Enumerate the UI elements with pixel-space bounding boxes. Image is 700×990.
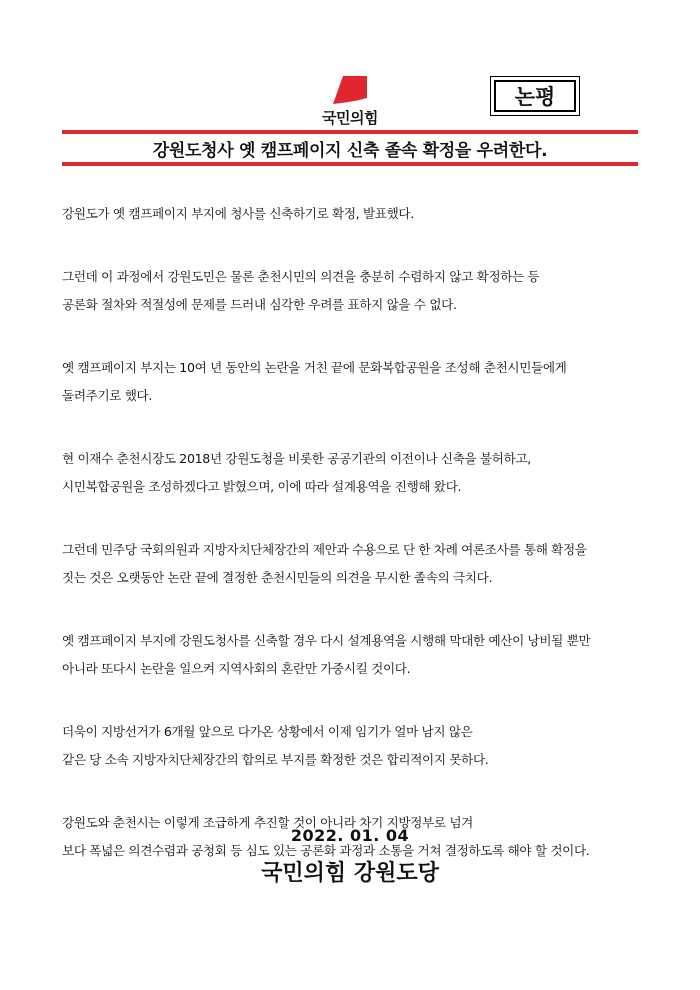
body-paragraph <box>62 627 652 683</box>
party-logo-icon <box>333 76 367 104</box>
body-line: 현 이재수 춘천시장도 2018년 강원도청을 비롯한 공공기관의 이전이나 신축을 불허하고, <box>62 451 531 466</box>
document-date: 2022. 01. 04 <box>290 826 410 845</box>
document-body <box>62 200 652 900</box>
body-line: 아니라 또다시 논란을 일으켜 지역사회의 혼란만 가중시킬 것이다. <box>62 661 411 676</box>
body-line: 시민복합공원을 조성하겠다고 밝혔으며, 이에 따라 설계용역을 진행해 왔다. <box>62 479 462 494</box>
body-line: 강원도가 옛 캠프페이지 부지에 청사를 신축하기로 확정, 발표했다. <box>62 206 414 221</box>
body-paragraph <box>62 263 652 319</box>
body-line: 같은 당 소속 지방자치단체장간의 합의로 부지를 확정한 것은 합리적이지 못하다. <box>62 752 489 767</box>
commentary-badge <box>490 76 580 116</box>
body-line: 강원도와 춘천시는 이렇게 조급하게 추진할 것이 아니라 차기 지방정부로 넘겨 <box>62 815 473 830</box>
body-paragraph <box>62 200 652 228</box>
body-line: 옛 캠프페이지 부지에 강원도청사를 신축할 경우 다시 설계용역을 시행해 막대한 예산이 낭비될 뿐만 <box>62 633 591 648</box>
document-title: 강원도청사 옛 캠프페이지 신축 졸속 확정을 우려한다. <box>152 141 548 161</box>
body-line: 옛 캠프페이지 부지는 10여 년 동안의 논란을 거친 끝에 문화복합공원을 조성해 춘천시민들에게 <box>62 360 567 375</box>
body-line: 짓는 것은 오랫동안 논란 끝에 결정한 춘천시민들의 의견을 무시한 졸속의 극치다. <box>62 570 493 585</box>
party-logo-text: 국민의힘 <box>322 109 378 127</box>
commentary-badge-label: 논평 <box>494 80 576 112</box>
body-line: 보다 폭넓은 의견수렴과 공청회 등 심도 있는 공론화 과정과 소통을 거쳐 결정하도록 해야 할 것이다. <box>62 843 590 858</box>
title-bottom-rule <box>62 162 638 166</box>
body-paragraph <box>62 718 652 774</box>
body-line: 그런데 이 과정에서 강원도민은 물론 춘천시민의 의견을 충분히 수렴하지 않고 확정하는 등 <box>62 269 540 284</box>
body-paragraph <box>62 354 652 410</box>
body-line: 공론화 절차와 적절성에 문제를 드러내 심각한 우려를 표하지 않을 수 없다. <box>62 297 457 312</box>
body-paragraph <box>62 536 652 592</box>
title-top-rule <box>62 130 638 134</box>
body-paragraph <box>62 445 652 501</box>
body-line: 돌려주기로 했다. <box>62 388 153 403</box>
issuing-organization: 국민의힘 강원도당 <box>261 861 439 886</box>
body-line: 그런데 민주당 국회의원과 지방자치단체장간의 제안과 수용으로 단 한 차례 여론조사를 통해 확정을 <box>62 542 587 557</box>
body-line: 더욱이 지방선거가 6개월 앞으로 다가온 상황에서 이제 임기가 얼마 남지 않은 <box>62 724 473 739</box>
